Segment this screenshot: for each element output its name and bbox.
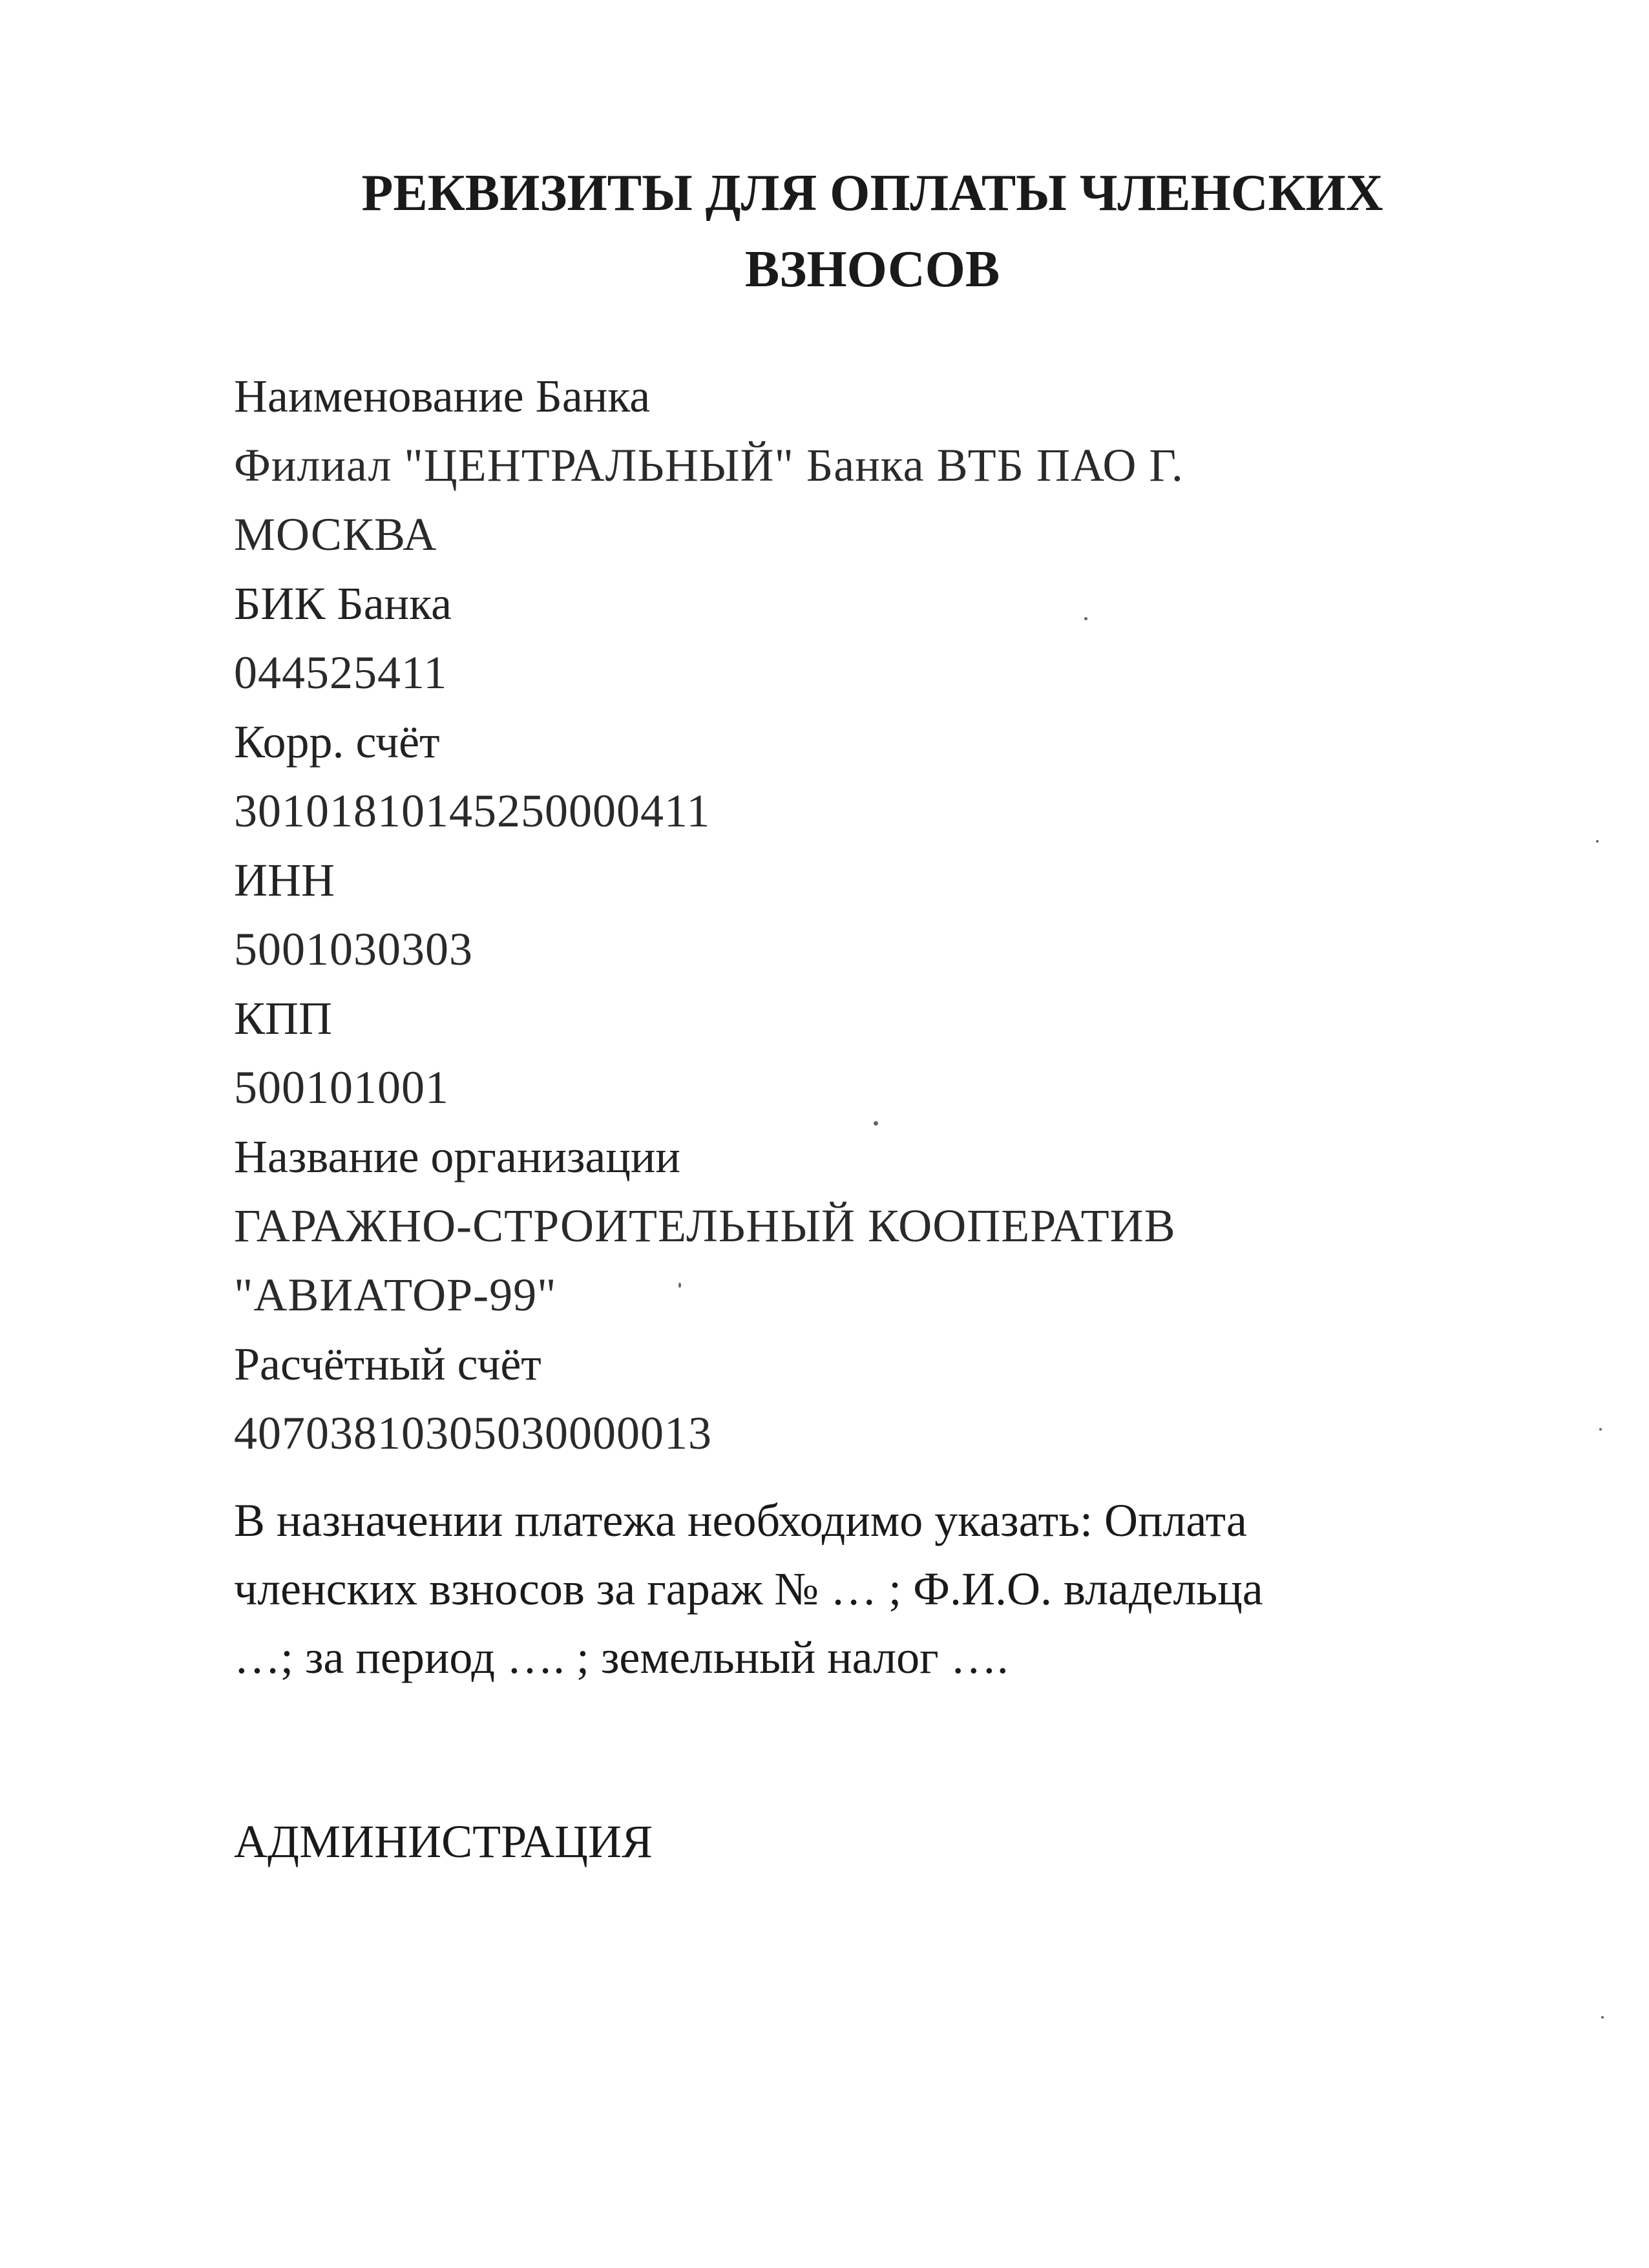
scan-speck — [1596, 840, 1599, 843]
scan-speck — [1084, 617, 1087, 620]
title-line-2: ВЗНОСОВ — [744, 241, 1000, 298]
corr-account-label: Корр. счёт — [234, 716, 440, 768]
payment-purpose-note — [234, 1486, 1462, 1692]
payment-details — [234, 362, 1462, 1468]
kpp-label: КПП — [234, 992, 333, 1044]
organization-value-line-1: ГАРАЖНО-СТРОИТЕЛЬНЫЙ КООПЕРАТИВ — [234, 1200, 1176, 1252]
payment-purpose-line-2: членских взносов за гараж № … ; Ф.И.О. владельца — [234, 1563, 1263, 1615]
bank-name-label: Наименование Банка — [234, 370, 651, 422]
scan-speck — [678, 1283, 681, 1288]
scan-speck — [1601, 2016, 1604, 2019]
bank-name-value-line-2: МОСКВА — [234, 509, 437, 560]
payment-purpose-line-3: …; за период …. ; земельный налог …. — [234, 1632, 1009, 1683]
inn-label: ИНН — [234, 854, 335, 906]
title-line-1: РЕКВИЗИТЫ ДЛЯ ОПЛАТЫ ЧЛЕНСКИХ — [361, 165, 1383, 222]
signature-administration: АДМИНИСТРАЦИЯ — [234, 1816, 653, 1867]
payment-purpose-line-1: В назначении платежа необходимо указать: Оплата — [234, 1495, 1247, 1546]
bik-label: БИК Банка — [234, 578, 452, 629]
settlement-account-label: Расчётный счёт — [234, 1338, 541, 1390]
organization-label: Название организации — [234, 1131, 680, 1182]
settlement-account-value: 40703810305030000013 — [234, 1407, 712, 1459]
bank-name-value-line-1: Филиал "ЦЕНТРАЛЬНЫЙ" Банка ВТБ ПАО Г. — [234, 439, 1184, 491]
scan-speck — [1599, 1428, 1602, 1431]
bik-value: 044525411 — [234, 647, 448, 698]
corr-account-value: 30101810145250000411 — [234, 785, 711, 837]
scan-speck — [874, 1121, 878, 1126]
organization-value-line-2: "АВИАТОР-99" — [234, 1269, 557, 1321]
document-title — [271, 155, 1473, 308]
inn-value: 5001030303 — [234, 923, 473, 975]
kpp-value: 500101001 — [234, 1062, 449, 1113]
